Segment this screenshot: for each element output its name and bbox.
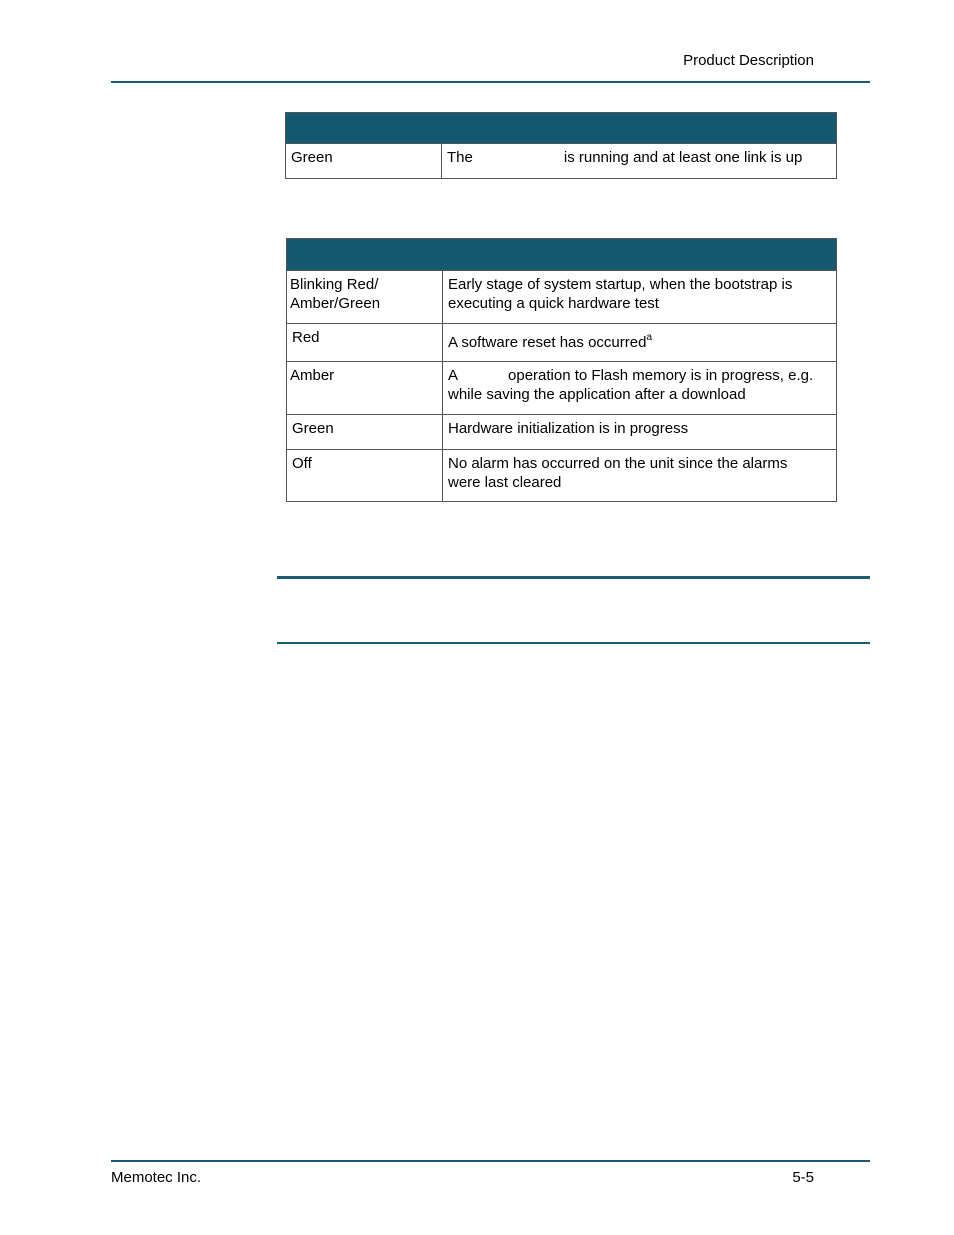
led-state-cell: Red (287, 324, 443, 362)
table-header-row (286, 113, 837, 144)
led-description-cell: Hardware initialization is in progress (443, 415, 837, 450)
led-state-cell: Green (287, 415, 443, 450)
table-row (287, 271, 837, 324)
footer-page-number: 5-5 (792, 1169, 814, 1186)
table-header-row (287, 239, 837, 271)
led-description-cell: The is running and at least one link is up (442, 144, 837, 179)
table-row (286, 144, 837, 179)
table-row (287, 324, 837, 362)
table-row (287, 450, 837, 502)
led-description-cell: A operation to Flash memory is in progress, e.g. while saving the application after a download (443, 362, 837, 415)
led-state-cell: Green (286, 144, 442, 179)
footer-rule (111, 1160, 870, 1162)
led-description-cell: Early stage of system startup, when the bootstrap is executing a quick hardware test (443, 271, 837, 324)
section-rule-top (277, 576, 870, 579)
table-row (287, 415, 837, 450)
footer-company: Memotec Inc. (111, 1169, 202, 1186)
table-row (287, 362, 837, 415)
led-state-cell: Amber (287, 362, 443, 415)
led-table-1 (285, 112, 837, 179)
table-header-cell (287, 239, 837, 271)
header-rule (111, 81, 870, 83)
running-header: Product Description (683, 52, 814, 69)
led-description-cell: No alarm has occurred on the unit since the alarms were last cleared (443, 450, 837, 502)
footnote-marker: a (646, 332, 652, 343)
led-state-cell: Off (287, 450, 443, 502)
led-table-2 (286, 238, 837, 502)
table-header-cell (286, 113, 837, 144)
section-rule-bottom (277, 642, 870, 644)
led-state-cell: Blinking Red/ Amber/Green (287, 271, 443, 324)
led-description-cell: A software reset has occurred$^a$ (443, 324, 837, 362)
